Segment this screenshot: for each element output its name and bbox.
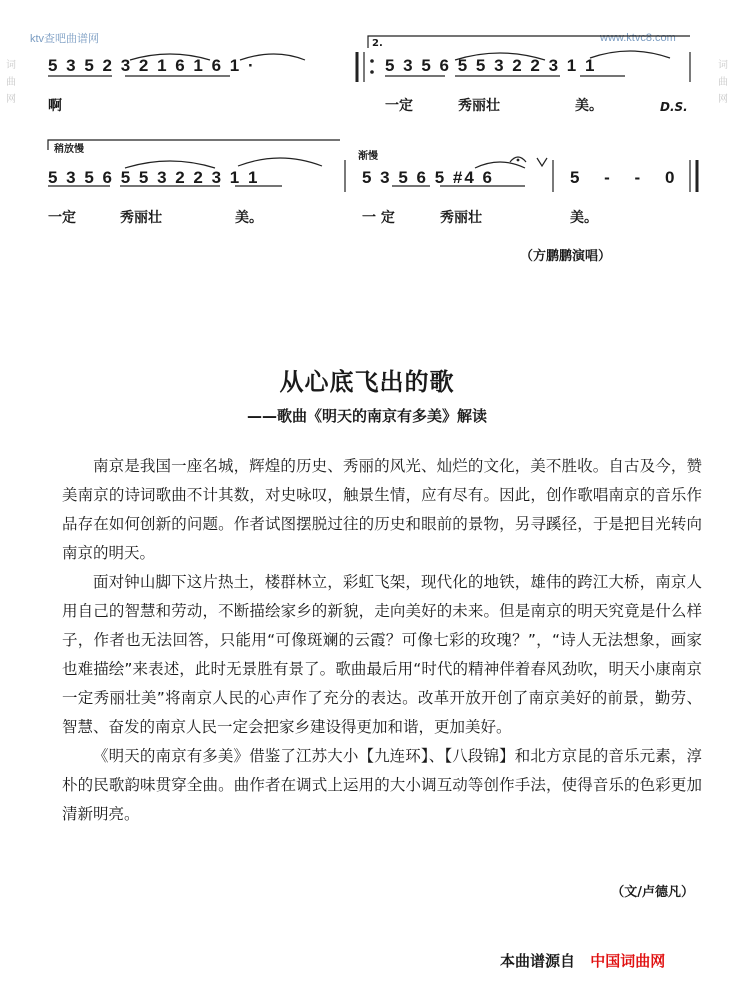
- side-glyph: 网: [718, 94, 728, 105]
- score-row2-lyric: 美。: [235, 210, 263, 226]
- score-row1-segment2-notes: 5 3 5 6 5 5 3 2 2 3 1 1: [385, 56, 597, 75]
- score-row2-lyric: 秀丽壮: [440, 210, 482, 226]
- score-lines: [0, 0, 734, 280]
- score-row1-lyric: 啊: [48, 98, 62, 114]
- article-author: （文/卢德凡）: [611, 885, 694, 900]
- score-row2-lyric: 秀丽壮: [120, 210, 162, 226]
- score-row2-lyric: 一 定: [362, 210, 395, 226]
- score-row1-lyric: 秀丽壮: [458, 98, 500, 114]
- performer-credit: （方鹏鹏演唱）: [520, 249, 612, 264]
- source-brand-link[interactable]: 中国词曲网: [590, 952, 666, 970]
- da-segno-mark: D.S.: [660, 100, 688, 114]
- tempo-mark: 稍放慢: [54, 144, 84, 155]
- side-glyph: 词: [6, 60, 16, 71]
- score-row2-lyric: 一定: [48, 210, 76, 226]
- tempo-mark: 渐慢: [358, 151, 378, 162]
- score-row1-lyric: 美。: [575, 98, 603, 114]
- article-subtitle: ——歌曲《明天的南京有多美》解读: [246, 407, 487, 425]
- source-label: 本曲谱源自: [500, 952, 576, 970]
- article-paragraph: 南京是我国一座名城，辉煌的历史、秀丽的风光、灿烂的文化，美不胜收。自古及今，赞美南京的诗词歌曲不计其数，对史咏叹，触景生情，应有尽有。因此，创作歌唱南京的音乐作品存在如何创新的问题。作者试图摆脱过往的历史和眼前的景物，另寻蹊径，于是把目光转向南京的明天。: [62, 457, 702, 562]
- article-paragraph: 面对钟山脚下这片热土，楼群林立，彩虹飞架，现代化的地铁，雄伟的跨江大桥，南京人用自己的智慧和劳动，不断描绘家乡的新貌，走向美好的未来。但是南京的明天究竟是什么样子，作者也无法回答，只能用“可像斑斓的云霞？可像七彩的玫瑰？”，“诗人无法想象，画家也难描绘”来表述，此时无景胜有景了。歌曲最后用“时代的精神伴着春风劲吹，明天小康南京一定秀丽壮美”将南京人民的心声作了充分的表达。改革开放开创了南京美好的前景，勤劳、智慧、奋发的南京人民一定会把家乡建设得更加和谐，更加美好。: [62, 573, 702, 736]
- score-row1-segment1-notes: 5 3 5 2 3 2 1 6 1 6 1 ·: [48, 56, 256, 75]
- score-row1-lyric: 一定: [385, 98, 413, 114]
- score-row2-lyric: 美。: [570, 210, 598, 226]
- score-row2-segment2-notes: 5 3 5 6 5 #4 6: [362, 168, 494, 187]
- score-row2-segment1-notes: 5 3 5 6 5 5 3 2 2 3 1 1: [48, 168, 260, 187]
- score-row2-segment3-notes: 5 - - 0: [570, 168, 685, 187]
- side-glyph: 网: [6, 94, 16, 105]
- watermark-top-right: www.ktvc8.com: [600, 32, 676, 44]
- side-glyph: 曲: [6, 77, 16, 88]
- score-volta: 2.: [372, 38, 383, 49]
- side-glyph: 曲: [718, 77, 728, 88]
- watermark-top-left: ktv查吧曲谱网: [30, 33, 100, 45]
- article-body: [62, 452, 702, 829]
- article-paragraph: 《明天的南京有多美》借鉴了江苏大小【九连环】、【八段锦】和北方京昆的音乐元素，淳朴的民歌韵味贯穿全曲。曲作者在调式上运用的大小调互动等创作手法，使得音乐的色彩更加清新明亮。: [62, 747, 702, 823]
- source-footer: [500, 950, 665, 971]
- side-glyph: 词: [718, 60, 728, 71]
- article-title: 从心底飞出的歌: [279, 368, 455, 396]
